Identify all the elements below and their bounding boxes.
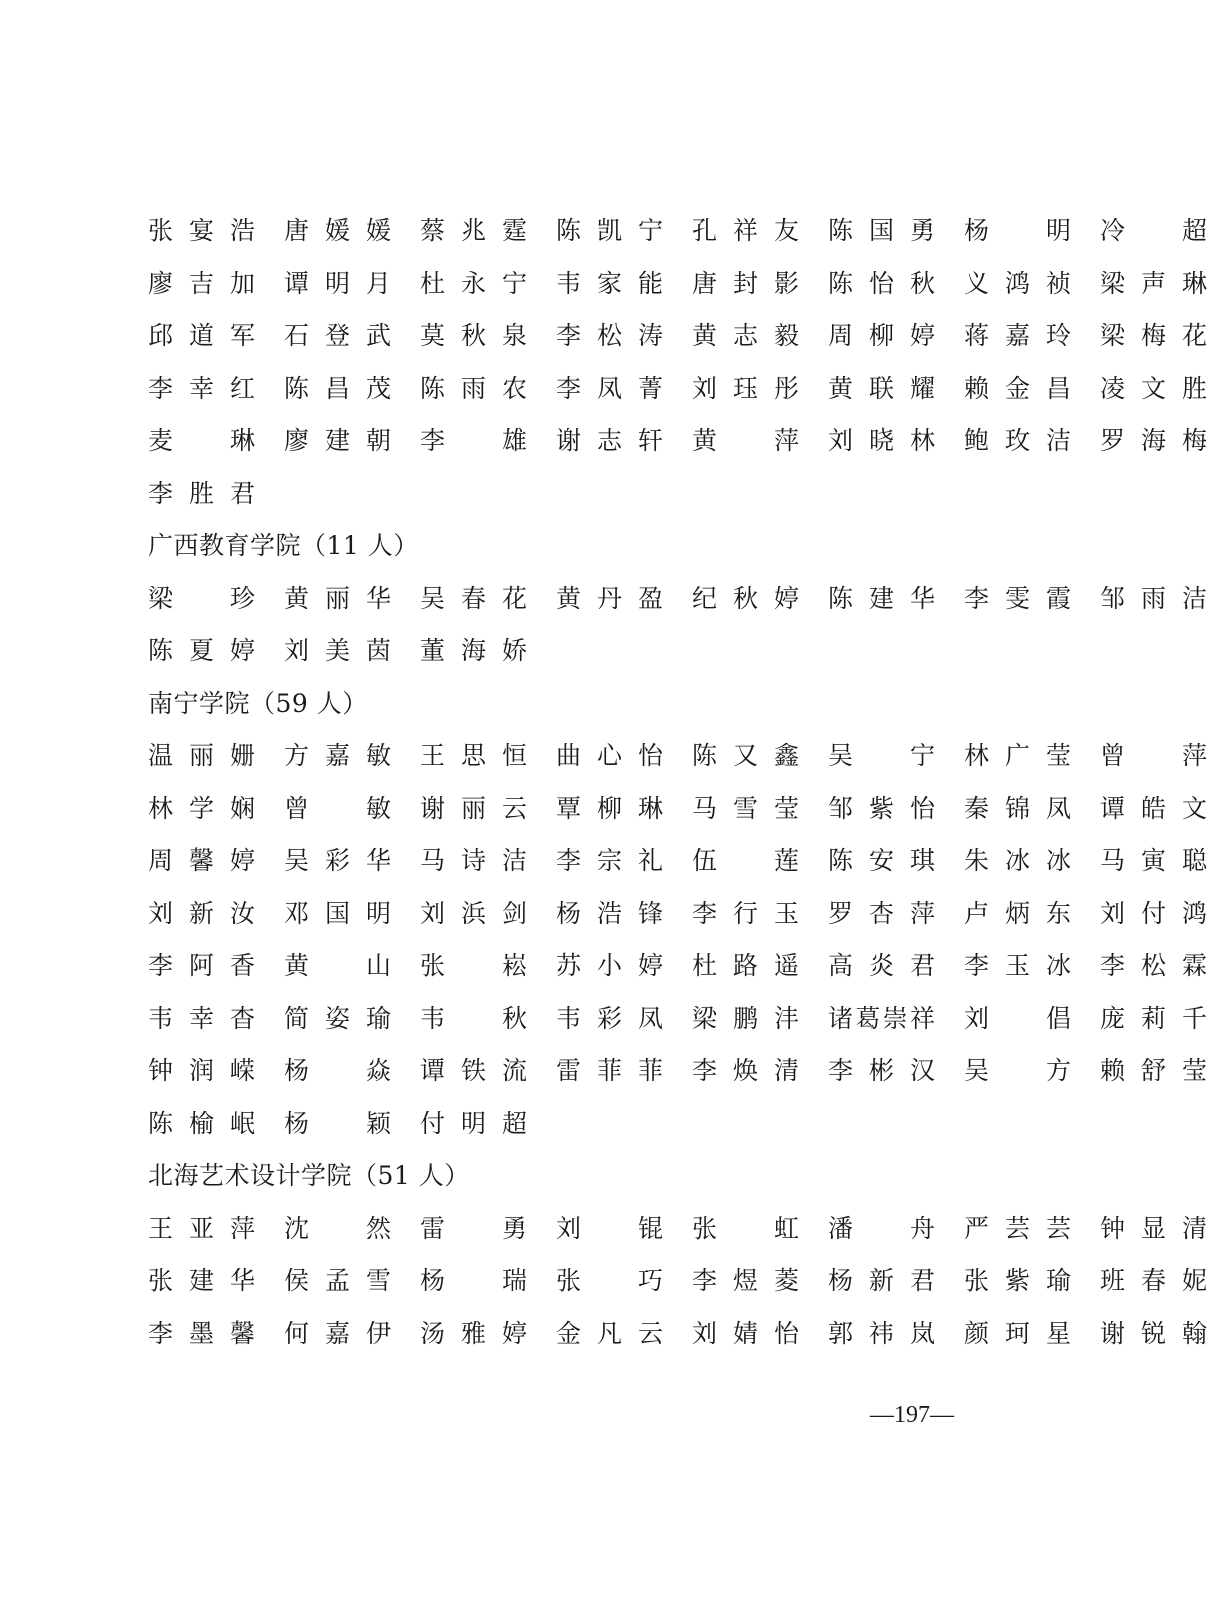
person-name: 邹紫怡 xyxy=(828,793,935,823)
person-name: 李 雄 xyxy=(420,426,527,455)
person-name: 雷菲菲 xyxy=(556,1056,663,1085)
name-gap xyxy=(799,1255,828,1308)
name-gap xyxy=(255,783,284,836)
name-gap xyxy=(391,415,420,468)
name-gap xyxy=(391,783,420,836)
person-name: 谢丽云 xyxy=(420,793,527,823)
person-name: 刘美茵 xyxy=(284,636,391,665)
person-name: 石登武 xyxy=(284,321,391,350)
name-gap xyxy=(1071,888,1100,941)
person-name: 麦 琳 xyxy=(148,426,255,455)
name-gap xyxy=(663,888,692,941)
person-name: 卢炳东 xyxy=(964,898,1071,928)
name-row xyxy=(148,363,1207,416)
person-name: 朱冰冰 xyxy=(964,846,1071,875)
person-name: 李墨馨 xyxy=(148,1318,255,1348)
person-name: 谭明月 xyxy=(284,268,391,298)
name-gap xyxy=(391,835,420,888)
person-name: 梁 珍 xyxy=(148,583,255,613)
person-name: 张建华 xyxy=(148,1266,255,1295)
name-gap xyxy=(799,783,828,836)
person-name: 马诗洁 xyxy=(420,846,527,875)
name-gap xyxy=(391,258,420,311)
name-row xyxy=(148,573,1207,626)
person-name: 陈夏婷 xyxy=(148,636,255,665)
name-gap xyxy=(527,1308,556,1361)
name-gap xyxy=(391,1255,420,1308)
name-gap xyxy=(935,573,964,626)
person-name: 马雪莹 xyxy=(692,793,799,823)
name-gap xyxy=(527,258,556,311)
person-name: 蔡兆霆 xyxy=(420,216,527,245)
name-gap xyxy=(663,835,692,888)
person-name: 赖金昌 xyxy=(964,373,1071,403)
name-gap xyxy=(663,1045,692,1098)
person-name: 张宴浩 xyxy=(148,216,255,245)
name-gap xyxy=(663,310,692,363)
name-gap xyxy=(255,1203,284,1256)
name-row xyxy=(148,835,1207,888)
person-name: 谭皓文 xyxy=(1100,793,1207,823)
person-name: 吴彩华 xyxy=(284,846,391,875)
name-gap xyxy=(527,205,556,258)
name-gap xyxy=(799,730,828,783)
name-row xyxy=(148,1308,1207,1361)
name-gap xyxy=(799,310,828,363)
person-name: 方嘉敏 xyxy=(284,741,391,770)
name-row xyxy=(148,940,1207,993)
name-gap xyxy=(391,205,420,258)
name-gap xyxy=(527,415,556,468)
person-name: 黄丽华 xyxy=(284,583,391,613)
name-gap xyxy=(527,1203,556,1256)
name-row xyxy=(148,468,988,521)
person-name: 伍 莲 xyxy=(692,846,799,875)
name-gap xyxy=(935,730,964,783)
name-row xyxy=(148,205,1207,258)
person-name: 李行玉 xyxy=(692,898,799,928)
name-gap xyxy=(391,1203,420,1256)
person-name: 邱道军 xyxy=(148,321,255,350)
name-gap xyxy=(799,835,828,888)
name-gap xyxy=(1071,730,1100,783)
name-gap xyxy=(527,888,556,941)
name-gap xyxy=(255,1045,284,1098)
name-gap xyxy=(799,258,828,311)
name-gap xyxy=(1071,363,1100,416)
person-name: 陈国勇 xyxy=(828,216,935,245)
name-gap xyxy=(663,1255,692,1308)
name-gap xyxy=(799,205,828,258)
person-name: 董海娇 xyxy=(420,636,527,665)
person-name: 温丽姗 xyxy=(148,741,255,770)
person-name: 高炎君 xyxy=(828,951,935,980)
name-gap xyxy=(527,835,556,888)
person-name: 黄志毅 xyxy=(692,321,799,350)
name-gap xyxy=(527,730,556,783)
person-name: 陈雨农 xyxy=(420,373,527,403)
person-name: 陈安琪 xyxy=(828,846,935,875)
person-name: 李彬汉 xyxy=(828,1056,935,1085)
name-gap xyxy=(527,1255,556,1308)
name-gap xyxy=(255,1308,284,1361)
name-row xyxy=(148,1203,1207,1256)
person-name: 马寅聪 xyxy=(1100,846,1207,875)
person-name: 凌文胜 xyxy=(1100,373,1207,403)
name-gap xyxy=(799,363,828,416)
name-gap xyxy=(935,993,964,1046)
person-name: 韦彩凤 xyxy=(556,1003,663,1033)
name-gap xyxy=(663,573,692,626)
person-name: 李松霖 xyxy=(1100,951,1207,980)
name-gap xyxy=(935,258,964,311)
name-gap xyxy=(935,888,964,941)
section-heading: 广西教育学院（11 人） xyxy=(148,531,419,560)
person-name: 李宗礼 xyxy=(556,846,663,875)
person-name: 冷 超 xyxy=(1100,216,1207,245)
name-gap xyxy=(1071,415,1100,468)
person-name: 杨 瑞 xyxy=(420,1266,527,1295)
person-name: 覃柳琳 xyxy=(556,793,663,823)
name-gap xyxy=(391,625,420,678)
person-name: 唐媛媛 xyxy=(284,216,391,245)
person-name: 杨 颖 xyxy=(284,1108,391,1138)
name-gap xyxy=(1071,993,1100,1046)
person-name: 杨 明 xyxy=(964,216,1071,245)
name-gap xyxy=(527,310,556,363)
person-name: 莫秋泉 xyxy=(420,321,527,350)
name-gap xyxy=(663,363,692,416)
name-gap xyxy=(391,940,420,993)
person-name: 汤雅婷 xyxy=(420,1318,527,1348)
person-name: 陈榆岷 xyxy=(148,1108,255,1138)
person-name: 陈怡秋 xyxy=(828,268,935,298)
person-name: 曾 萍 xyxy=(1100,741,1207,770)
name-gap xyxy=(935,940,964,993)
name-row xyxy=(148,1045,1207,1098)
person-name: 邓国明 xyxy=(284,898,391,928)
person-name: 罗海梅 xyxy=(1100,426,1207,455)
name-gap xyxy=(1071,1203,1100,1256)
person-name: 郭祎岚 xyxy=(828,1318,935,1348)
person-name: 廖建朝 xyxy=(284,426,391,455)
person-name: 何嘉伊 xyxy=(284,1318,391,1348)
person-name: 唐封影 xyxy=(692,268,799,298)
name-row xyxy=(148,258,1207,311)
name-gap xyxy=(1071,1045,1100,1098)
person-name: 简姿瑜 xyxy=(284,1003,391,1033)
name-gap xyxy=(799,1203,828,1256)
name-gap xyxy=(799,940,828,993)
name-gap xyxy=(663,940,692,993)
person-name: 罗杏萍 xyxy=(828,898,935,928)
person-name: 刘新汝 xyxy=(148,898,255,928)
name-gap xyxy=(255,625,284,678)
person-name: 孔祥友 xyxy=(692,216,799,245)
person-name: 苏小婷 xyxy=(556,951,663,980)
name-row xyxy=(148,993,1207,1046)
person-name: 刘珏彤 xyxy=(692,373,799,403)
person-name: 陈凯宁 xyxy=(556,216,663,245)
name-gap xyxy=(255,310,284,363)
name-row xyxy=(148,783,1207,836)
section-heading: 北海艺术设计学院（51 人） xyxy=(148,1161,470,1190)
person-name: 周柳婷 xyxy=(828,321,935,350)
name-gap xyxy=(391,573,420,626)
person-name: 吴 方 xyxy=(964,1056,1071,1085)
name-gap xyxy=(799,1308,828,1361)
person-name: 张 崧 xyxy=(420,951,527,980)
name-row xyxy=(148,1098,988,1151)
person-name: 周馨婷 xyxy=(148,846,255,875)
name-gap xyxy=(391,363,420,416)
name-gap xyxy=(799,415,828,468)
name-gap xyxy=(391,1308,420,1361)
person-name: 钟显清 xyxy=(1100,1213,1207,1243)
name-gap xyxy=(1071,573,1100,626)
person-name: 黄 山 xyxy=(284,951,391,980)
person-name: 钟润嵘 xyxy=(148,1056,255,1085)
name-gap xyxy=(1071,1255,1100,1308)
person-name: 黄丹盈 xyxy=(556,583,663,613)
name-row xyxy=(148,1255,1207,1308)
name-gap xyxy=(935,415,964,468)
person-name: 陈建华 xyxy=(828,583,935,613)
name-gap xyxy=(799,1045,828,1098)
person-name: 吴春花 xyxy=(420,583,527,613)
name-gap xyxy=(255,730,284,783)
name-gap xyxy=(935,835,964,888)
page-number: —197— xyxy=(870,1402,954,1428)
person-name: 雷 勇 xyxy=(420,1213,527,1243)
name-gap xyxy=(527,783,556,836)
person-name: 李雯霞 xyxy=(964,583,1071,613)
name-gap xyxy=(255,888,284,941)
person-name: 梁梅花 xyxy=(1100,321,1207,350)
name-gap xyxy=(1071,835,1100,888)
person-name: 金凡云 xyxy=(556,1318,663,1348)
person-name: 杜路遥 xyxy=(692,951,799,980)
name-gap xyxy=(663,258,692,311)
name-gap xyxy=(799,993,828,1046)
name-gap xyxy=(255,258,284,311)
person-name: 颜珂星 xyxy=(964,1318,1071,1348)
name-gap xyxy=(255,205,284,258)
person-name: 蒋嘉玲 xyxy=(964,321,1071,350)
name-gap xyxy=(391,1045,420,1098)
person-name: 李焕清 xyxy=(692,1056,799,1085)
name-gap xyxy=(935,783,964,836)
name-gap xyxy=(255,940,284,993)
person-name: 赖舒莹 xyxy=(1100,1056,1207,1085)
person-name: 吴 宁 xyxy=(828,741,935,770)
name-gap xyxy=(255,1255,284,1308)
name-gap xyxy=(935,1255,964,1308)
section-heading: 南宁学院（59 人） xyxy=(148,688,368,718)
person-name: 秦锦凤 xyxy=(964,793,1071,823)
person-name: 刘婧怡 xyxy=(692,1318,799,1348)
person-name: 谢锐翰 xyxy=(1100,1318,1207,1348)
name-row xyxy=(148,730,1207,783)
person-name: 梁鹏沣 xyxy=(692,1003,799,1033)
person-name: 梁声琳 xyxy=(1100,268,1207,298)
person-name: 黄联耀 xyxy=(828,373,935,403)
person-name: 曲心怡 xyxy=(556,741,663,770)
person-name: 陈昌茂 xyxy=(284,373,391,403)
person-name: 杨 焱 xyxy=(284,1056,391,1085)
name-gap xyxy=(391,730,420,783)
name-gap xyxy=(1071,783,1100,836)
person-name: 林学娴 xyxy=(148,793,255,823)
person-name: 侯孟雪 xyxy=(284,1266,391,1295)
name-row xyxy=(148,625,988,678)
person-name: 邹雨洁 xyxy=(1100,583,1207,613)
person-name: 李玉冰 xyxy=(964,951,1071,980)
person-name: 刘 锟 xyxy=(556,1213,663,1243)
person-name: 李幸红 xyxy=(148,373,255,403)
person-name: 刘浜剑 xyxy=(420,898,527,928)
name-gap xyxy=(391,1098,420,1151)
person-name: 庞莉千 xyxy=(1100,1003,1207,1033)
name-gap xyxy=(1071,258,1100,311)
person-name: 王亚萍 xyxy=(148,1213,255,1243)
name-gap xyxy=(663,1203,692,1256)
name-gap xyxy=(935,310,964,363)
name-row xyxy=(148,310,1207,363)
name-row xyxy=(148,888,1207,941)
person-name: 李阿香 xyxy=(148,951,255,980)
person-name: 韦家能 xyxy=(556,268,663,298)
name-gap xyxy=(255,993,284,1046)
person-name: 杨浩锋 xyxy=(556,898,663,928)
name-gap xyxy=(799,573,828,626)
person-name: 韦幸杳 xyxy=(148,1003,255,1033)
name-gap xyxy=(255,363,284,416)
name-gap xyxy=(935,1203,964,1256)
name-gap xyxy=(391,310,420,363)
name-gap xyxy=(527,1045,556,1098)
name-gap xyxy=(255,1098,284,1151)
name-gap xyxy=(527,993,556,1046)
name-gap xyxy=(527,363,556,416)
person-name: 陈又鑫 xyxy=(692,741,799,770)
name-gap xyxy=(391,888,420,941)
person-name: 李凤菁 xyxy=(556,373,663,403)
person-name: 谢志轩 xyxy=(556,426,663,455)
person-name: 刘付鸿 xyxy=(1100,898,1207,928)
name-gap xyxy=(663,1308,692,1361)
name-gap xyxy=(527,573,556,626)
person-name: 李胜君 xyxy=(148,478,255,508)
person-name: 纪秋婷 xyxy=(692,583,799,613)
person-name: 杨新君 xyxy=(828,1266,935,1295)
name-list-document xyxy=(148,205,1207,1360)
person-name: 李松涛 xyxy=(556,321,663,350)
person-name: 潘 舟 xyxy=(828,1213,935,1243)
person-name: 班春妮 xyxy=(1100,1266,1207,1295)
person-name: 张紫瑜 xyxy=(964,1266,1071,1295)
name-gap xyxy=(663,993,692,1046)
person-name: 韦 秋 xyxy=(420,1003,527,1033)
person-name: 谭铁流 xyxy=(420,1056,527,1085)
person-name: 刘 倡 xyxy=(964,1003,1071,1033)
person-name: 曾 敏 xyxy=(284,793,391,823)
name-gap xyxy=(391,993,420,1046)
person-name: 张 虹 xyxy=(692,1213,799,1243)
name-gap xyxy=(935,363,964,416)
name-gap xyxy=(255,835,284,888)
person-name: 严芸芸 xyxy=(964,1213,1071,1243)
person-name: 鲍玫洁 xyxy=(964,426,1071,455)
name-gap xyxy=(935,1308,964,1361)
person-name: 黄 萍 xyxy=(692,426,799,455)
person-name: 杜永宁 xyxy=(420,268,527,298)
name-row xyxy=(148,415,1207,468)
name-gap xyxy=(1071,1308,1100,1361)
person-name: 义鸿祯 xyxy=(964,268,1071,298)
person-name: 张 巧 xyxy=(556,1266,663,1295)
name-gap xyxy=(935,205,964,258)
name-gap xyxy=(663,730,692,783)
person-name: 王思恒 xyxy=(420,741,527,770)
person-name: 诸葛崇祥 xyxy=(828,1003,935,1033)
name-gap xyxy=(1071,940,1100,993)
person-name: 李煜菱 xyxy=(692,1266,799,1295)
person-name: 沈 然 xyxy=(284,1213,391,1243)
name-gap xyxy=(663,205,692,258)
name-gap xyxy=(255,415,284,468)
name-gap xyxy=(663,783,692,836)
name-gap xyxy=(935,1045,964,1098)
person-name: 刘晓林 xyxy=(828,426,935,455)
name-gap xyxy=(799,888,828,941)
person-name: 付明超 xyxy=(420,1108,527,1138)
name-gap xyxy=(527,940,556,993)
name-gap xyxy=(663,415,692,468)
person-name: 林广莹 xyxy=(964,741,1071,770)
person-name: 廖吉加 xyxy=(148,268,255,298)
name-gap xyxy=(1071,310,1100,363)
name-gap xyxy=(1071,205,1100,258)
name-gap xyxy=(255,573,284,626)
